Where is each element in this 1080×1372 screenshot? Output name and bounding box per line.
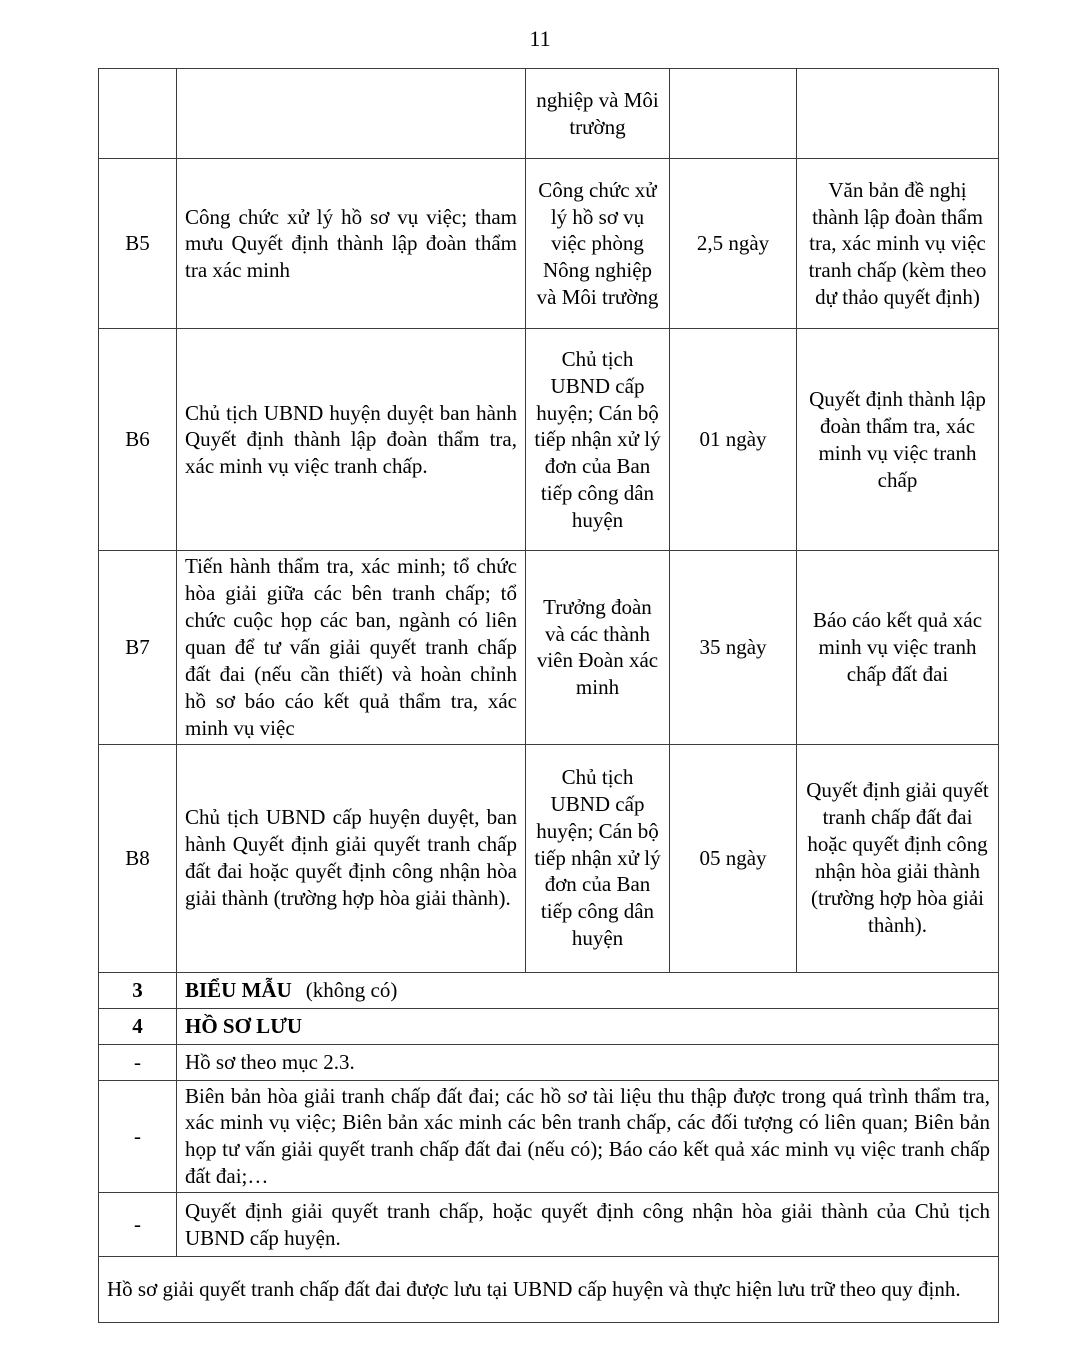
cell-output: Báo cáo kết quả xác minh vụ việc tranh chấp đất đai [797,551,999,744]
cell-output: Quyết định giải quyết tranh chấp đất đai hoặc quyết định công nhận hòa giải thành (trường hợp hòa giải thành). [797,744,999,972]
procedure-table [98,68,999,1323]
cell-duration: 05 ngày [670,744,797,972]
cell-output: Quyết định thành lập đoàn thẩm tra, xác minh vụ việc tranh chấp [797,329,999,551]
cell-output: Văn bản đề nghị thành lập đoàn thẩm tra, xác minh vụ việc tranh chấp (kèm theo dự thảo quyết định) [797,159,999,329]
cell-step-id: B5 [99,159,177,329]
cell-step-description: Công chức xử lý hồ sơ vụ việc; tham mưu Quyết định thành lập đoàn thẩm tra xác minh [177,159,526,329]
table-row-b7 [99,551,999,744]
table-row-record-item [99,1193,999,1257]
cell-item-dash: - [99,1193,177,1257]
cell-step-id: B7 [99,551,177,744]
cell-section-number: 3 [99,972,177,1008]
table-row-footer-note [99,1257,999,1323]
table-row-carryover [99,69,999,159]
table-row-record-item [99,1044,999,1080]
cell-section-title [177,1008,999,1044]
cell-responsible: Công chức xử lý hồ sơ vụ việc phòng Nông nghiệp và Môi trường [526,159,670,329]
cell-step-id: B6 [99,329,177,551]
cell-duration: 35 ngày [670,551,797,744]
section-title-suffix: (không có) [305,977,398,1002]
cell-section-title [177,972,999,1008]
cell-item-dash: - [99,1080,177,1193]
cell-step-id [99,69,177,159]
cell-step-description [177,69,526,159]
table-row-b8 [99,744,999,972]
table-row-section-3 [99,972,999,1008]
cell-item-dash: - [99,1044,177,1080]
table-row-section-4 [99,1008,999,1044]
section-title-text: BIỂU MẪU [185,977,292,1002]
cell-responsible: Chủ tịch UBND cấp huyện; Cán bộ tiếp nhận xử lý đơn của Ban tiếp công dân huyện [526,329,670,551]
cell-duration [670,69,797,159]
page-number: 11 [529,26,551,51]
table-row-b6 [99,329,999,551]
cell-step-id: B8 [99,744,177,972]
cell-item-text: Biên bản hòa giải tranh chấp đất đai; các hồ sơ tài liệu thu thập được trong quá trình thẩm tra, xác minh vụ việc; Biên bản xác minh các bên tranh chấp, các đối tượng có liên quan; Biên bản họp tư vấn giải quyết tranh chấp đất đai (nếu có); Báo cáo kết quả xác minh vụ việc tranh chấp đất đai;… [177,1080,999,1193]
cell-responsible: nghiệp và Môi trường [526,69,670,159]
section-title-text: HỒ SƠ LƯU [185,1013,303,1038]
table-row-b5 [99,159,999,329]
cell-item-text: Hồ sơ theo mục 2.3. [177,1044,999,1080]
cell-footer-note: Hồ sơ giải quyết tranh chấp đất đai được lưu tại UBND cấp huyện và thực hiện lưu trữ theo quy định. [99,1257,999,1323]
cell-responsible: Trưởng đoàn và các thành viên Đoàn xác minh [526,551,670,744]
cell-responsible: Chủ tịch UBND cấp huyện; Cán bộ tiếp nhận xử lý đơn của Ban tiếp công dân huyện [526,744,670,972]
cell-step-description: Chủ tịch UBND cấp huyện duyệt, ban hành Quyết định giải quyết tranh chấp đất đai hoặc quyết định công nhận hòa giải thành (trường hợp hòa giải thành). [177,744,526,972]
cell-step-description: Tiến hành thẩm tra, xác minh; tổ chức hòa giải giữa các bên tranh chấp; tổ chức cuộc họp các ban, ngành có liên quan để tư vấn giải quyết tranh chấp đất đai (nếu cần thiết) và hoàn chỉnh hồ sơ báo cáo kết quả thẩm tra, xác minh vụ việc [177,551,526,744]
cell-section-number: 4 [99,1008,177,1044]
cell-item-text: Quyết định giải quyết tranh chấp, hoặc quyết định công nhận hòa giải thành của Chủ tịch UBND cấp huyện. [177,1193,999,1257]
cell-duration: 01 ngày [670,329,797,551]
cell-output [797,69,999,159]
cell-step-description: Chủ tịch UBND huyện duyệt ban hành Quyết định thành lập đoàn thẩm tra, xác minh vụ việc tranh chấp. [177,329,526,551]
table-row-record-item [99,1080,999,1193]
cell-duration: 2,5 ngày [670,159,797,329]
